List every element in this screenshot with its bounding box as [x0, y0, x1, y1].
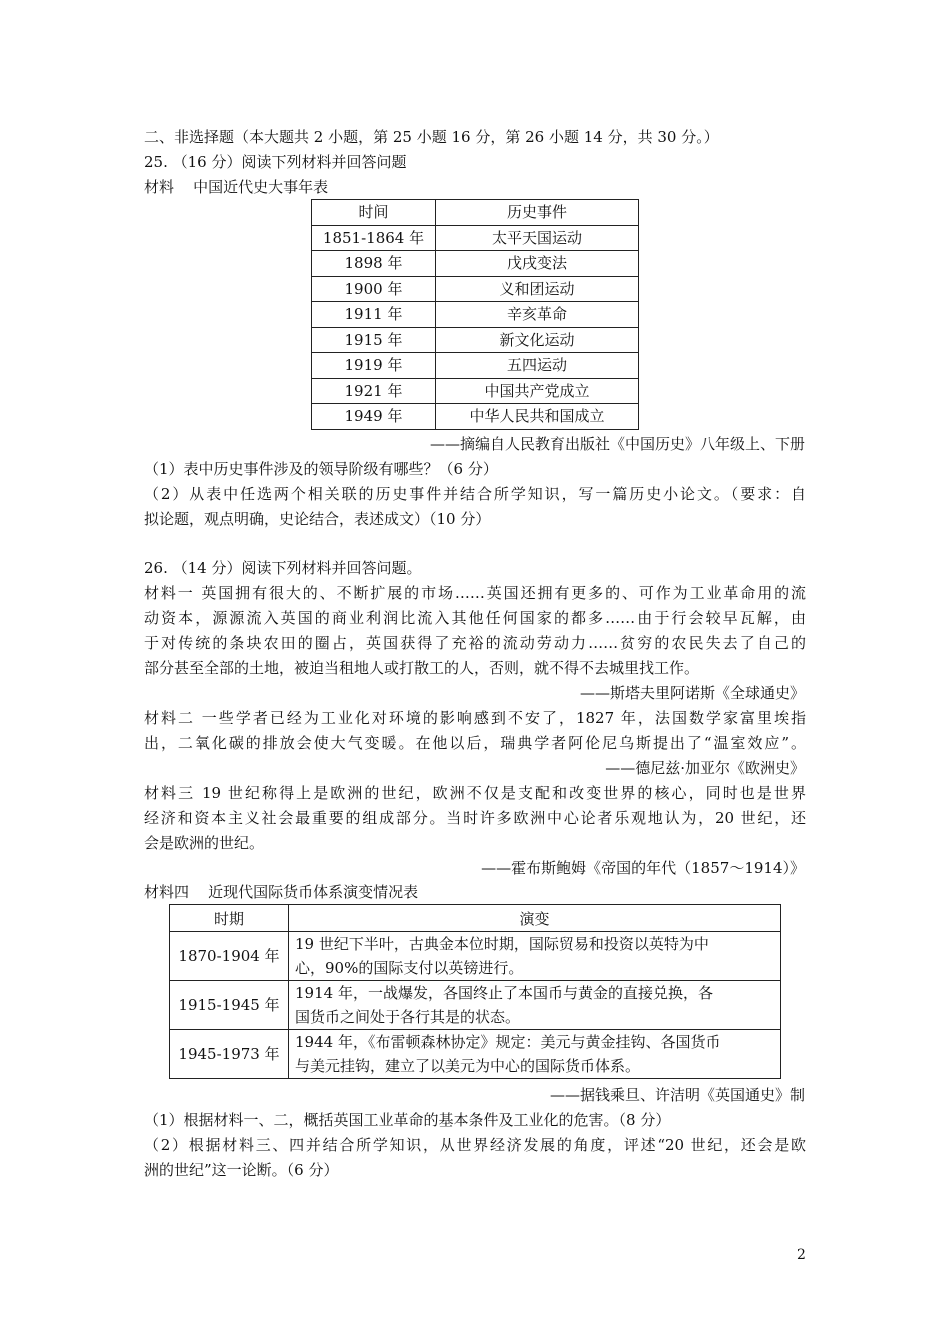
q25-question-1: （1）表中历史事件涉及的领导阶级有哪些？（6 分） — [144, 460, 498, 478]
chronology-table — [311, 199, 639, 430]
row-time: 1898 年 — [312, 251, 436, 277]
row-time: 1919 年 — [312, 353, 436, 379]
material-1-line: 于对传统的条块农田的圈占，英国获得了充裕的流动劳动力……贫穷的农民失去了自己的 — [144, 634, 806, 652]
header-time: 时间 — [312, 200, 436, 226]
material-3-line: 材料三 19 世纪称得上是欧洲的世纪，欧洲不仅是支配和改变世界的核心，同时也是世界 — [144, 784, 806, 802]
material-2-line: 出，二氧化碳的排放会使大气变暖。在他以后，瑞典学者阿伦尼乌斯提出了“温室效应”。 — [144, 734, 806, 752]
row-event: 新文化运动 — [436, 327, 639, 353]
row-evolution-line: 19 世纪下半叶，古典金本位时期，国际贸易和投资以英特为中 — [295, 935, 709, 953]
material-1-line: 材料一 英国拥有很大的、不断扩展的市场……英国还拥有更多的、可作为工业革命用的流 — [144, 584, 806, 602]
table-row — [170, 1030, 781, 1079]
table-row — [312, 327, 639, 353]
row-evolution-line: 与美元挂钩，建立了以美元为中心的国际货币体系。 — [295, 1057, 641, 1075]
monetary-system-table — [169, 904, 781, 1079]
row-evolution-line: 1944 年，《布雷顿森林协定》规定：美元与黄金挂钩、各国货币 — [295, 1033, 721, 1051]
material-4-title: 材料四 近现代国际货币体系演变情况表 — [144, 883, 419, 901]
q25-title: 25. （16 分）阅读下列材料并回答问题 — [144, 153, 407, 171]
material-3-source: ——霍布斯鲍姆《帝国的年代（1857～1914）》 — [481, 859, 805, 877]
row-evolution-line: 1914 年，一战爆发，各国终止了本国币与黄金的直接兑换，各 — [295, 984, 713, 1002]
material-2-source: ——德尼兹·加亚尔《欧洲史》 — [605, 759, 805, 777]
table-row — [312, 276, 639, 302]
row-time: 1915 年 — [312, 327, 436, 353]
row-time: 1911 年 — [312, 302, 436, 328]
material-4-source: ——据钱乘旦、许洁明《英国通史》制 — [549, 1086, 805, 1104]
material-3-line: 经济和资本主义社会最重要的组成部分。当时许多欧洲中心论者乐观地认为，20 世纪，还 — [144, 809, 806, 827]
table-row — [170, 932, 781, 981]
row-evolution — [289, 932, 781, 981]
row-time: 1949 年 — [312, 404, 436, 430]
q25-question-2-line2: 拟论题，观点明确，史论结合，表述成文）（10 分） — [144, 510, 491, 528]
row-evolution-line: 心，90%的国际支付以英镑进行。 — [295, 959, 524, 977]
row-period: 1945-1973 年 — [170, 1030, 289, 1079]
row-evolution — [289, 1030, 781, 1079]
table-header-row — [312, 200, 639, 226]
row-time: 1900 年 — [312, 276, 436, 302]
table-row — [312, 251, 639, 277]
row-time: 1921 年 — [312, 378, 436, 404]
table-row — [170, 981, 781, 1030]
row-event: 戊戌变法 — [436, 251, 639, 277]
row-event: 辛亥革命 — [436, 302, 639, 328]
table-row — [312, 378, 639, 404]
table-row — [312, 404, 639, 430]
material-1-line: 动资本，源源流入英国的商业利润比流入其他任何国家的都多……由于行会较早瓦解，由 — [144, 609, 806, 627]
material-2-line: 材料二 一些学者已经为工业化对环境的影响感到不安了，1827 年，法国数学家富里埃指 — [144, 709, 806, 727]
q26-question-2-line2: 洲的世纪”这一论断。（6 分） — [144, 1161, 339, 1179]
row-event: 太平天国运动 — [436, 225, 639, 251]
table-header-row — [170, 905, 781, 932]
row-time: 1851-1864 年 — [312, 225, 436, 251]
q25-material-title: 材料 中国近代史大事年表 — [144, 178, 329, 196]
page-number: 2 — [797, 1247, 806, 1263]
q25-question-2-line1: （2）从表中任选两个相关联的历史事件并结合所学知识，写一篇历史小论文。（要求：自 — [144, 485, 806, 503]
q26-title: 26. （14 分）阅读下列材料并回答问题。 — [144, 559, 422, 577]
q25-source: ——摘编自人民教育出版社《中国历史》八年级上、下册 — [429, 435, 805, 453]
row-event: 中国共产党成立 — [436, 378, 639, 404]
table-row — [312, 353, 639, 379]
table-row — [312, 302, 639, 328]
q26-question-1: （1）根据材料一、二，概括英国工业革命的基本条件及工业化的危害。（8 分） — [144, 1111, 671, 1129]
table-row — [312, 225, 639, 251]
row-evolution-line: 国货币之间处于各行其是的状态。 — [295, 1008, 521, 1026]
material-3-line: 会是欧洲的世纪。 — [144, 834, 265, 852]
row-event: 中华人民共和国成立 — [436, 404, 639, 430]
q26-question-2-line1: （2）根据材料三、四并结合所学知识，从世界经济发展的角度，评述“20 世纪，还会是欧 — [144, 1136, 806, 1154]
row-period: 1915-1945 年 — [170, 981, 289, 1030]
section-heading: 二、非选择题（本大题共 2 小题，第 25 小题 16 分，第 26 小题 14 分，共 30 分。） — [144, 128, 719, 146]
row-evolution — [289, 981, 781, 1030]
material-1-source: ——斯塔夫里阿诺斯《全球通史》 — [579, 684, 805, 702]
row-event: 义和团运动 — [436, 276, 639, 302]
material-1-line: 部分甚至全部的土地，被迫当租地人或打散工的人，否则，就不得不去城里找工作。 — [144, 659, 700, 677]
header-period: 时期 — [170, 905, 289, 932]
row-event: 五四运动 — [436, 353, 639, 379]
header-event: 历史事件 — [436, 200, 639, 226]
header-evolution: 演变 — [289, 905, 781, 932]
row-period: 1870-1904 年 — [170, 932, 289, 981]
